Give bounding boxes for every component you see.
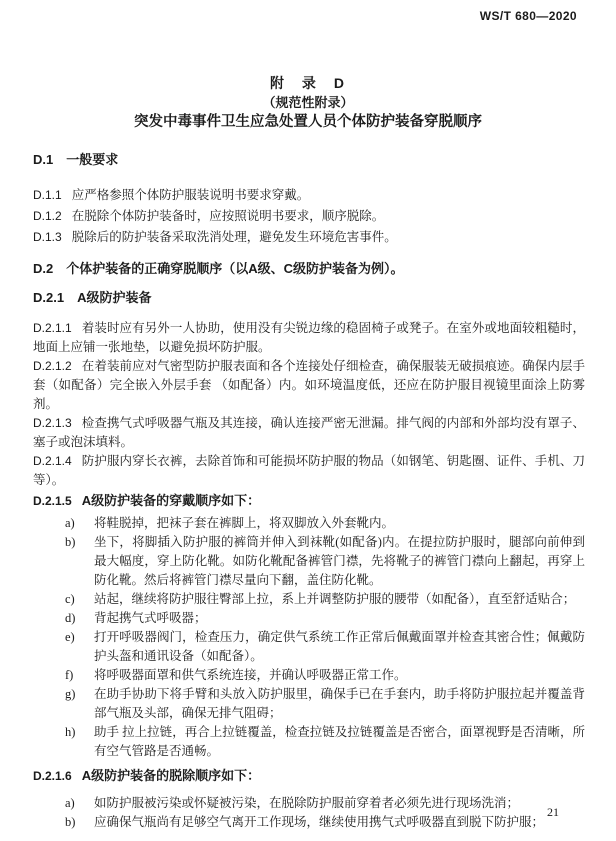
clause-text: 脱除后的防护装备采取洗消处理，避免发生环境危害事件。 — [71, 230, 397, 244]
list-marker: a) — [65, 516, 75, 530]
list-item — [65, 628, 585, 666]
clause-text: 着装时应有另外一人协助，使用没有尖锐边缘的稳固椅子或凳子。在室外或地面较粗糙时，地面上应铺一张地垫，以避免损坏防护服。 — [33, 321, 585, 354]
section-number: D.2.1 — [33, 290, 65, 305]
clause-text: 防护服内穿长衣裤，去除首饰和可能损坏防护服的物品（如钢笔、钥匙圈、证件、手机、刀等）。 — [33, 454, 585, 487]
paragraph — [33, 227, 585, 248]
list-marker: c) — [65, 592, 75, 606]
document-content — [33, 150, 585, 832]
section-title: 一般要求 — [66, 152, 119, 167]
clause-number: D.1.3 — [33, 230, 62, 244]
list-text: 站起，继续将防护服往臀部上拉，系上并调整防护服的腰带（如配备），直至舒适贴合； — [94, 592, 576, 606]
list-text: 将呼吸器面罩和供气系统连接，并确认呼吸器正常工作。 — [94, 668, 407, 682]
section-heading-d216 — [33, 766, 585, 786]
paragraph — [33, 206, 585, 227]
clause-number: D.2.1.6 — [33, 769, 72, 783]
section-d21-body — [33, 319, 585, 490]
section-title: 个体护装备的正确穿脱顺序（以A级、C级防护装备为例）。 — [66, 261, 404, 276]
clause-number: D.2.1.4 — [33, 454, 72, 468]
appendix-label: 附 录 D — [269, 75, 347, 91]
clause-text: 检查携气式呼吸器气瓶及其连接，确认连接严密无泄漏。排气阀的内部和外部均没有罩子、塞子或泡沫填料。 — [33, 416, 585, 449]
list-item — [65, 813, 585, 832]
list-text: 在助手协助下将手臂和头放入防护服里，确保手已在手套内，助手将防护服拉起并覆盖背部气瓶及头部，确保无排气阻碍； — [94, 687, 585, 720]
list-item — [65, 590, 585, 609]
clause-number: D.2.1.5 — [33, 494, 72, 508]
clause-number: D.2.1.1 — [33, 321, 72, 335]
section-number: D.2 — [33, 261, 54, 276]
paragraph — [33, 357, 585, 414]
list-item — [65, 723, 585, 761]
list-item — [65, 794, 585, 813]
list-marker: b) — [65, 815, 76, 829]
appendix-type-label: （规范性附录） — [262, 95, 354, 110]
list-text: 坐下，将脚插入防护服的裤筒并伸入到袜靴(如配备)内。在提拉防护服时，腿部向前伸到最大幅度，穿上防化靴。如防化靴配备裤管门襟，先将靴子的裤管门襟向上翻起，再穿上防化靴。然后将裤管门襟尽量向下翻，盖住防化靴。 — [94, 535, 585, 587]
section-title: A级防护装备的穿戴顺序如下： — [81, 493, 261, 508]
section-number: D.1 — [33, 152, 54, 167]
list-marker: a) — [65, 796, 75, 810]
list-item — [65, 666, 585, 685]
list-marker: b) — [65, 535, 76, 549]
paragraph — [33, 452, 585, 490]
list-marker: g) — [65, 687, 76, 701]
list-item — [65, 514, 585, 533]
list-marker: h) — [65, 725, 76, 739]
list-marker: e) — [65, 630, 75, 644]
list-text: 将鞋脱掉，把袜子套在裤脚上，将双脚放入外套靴内。 — [94, 516, 395, 530]
clause-text: 应严格参照个体防护服装说明书要求穿戴。 — [71, 188, 310, 202]
list-item — [65, 533, 585, 590]
paragraph — [33, 185, 585, 206]
section-heading-d215 — [33, 491, 585, 511]
section-title: A级防护装备的脱除顺序如下： — [81, 768, 261, 783]
clause-text: 在着装前应对气密型防护服表面和各个连接处仔细检查，确保服装无破损痕迹。确保内层手套（如配备）完全嵌入外层手套 （如配备）内。如环境温度低，还应在防护服目视镜里面涂上防雾剂。 — [33, 359, 585, 411]
donning-order-list — [65, 514, 585, 761]
clause-number: D.2.1.3 — [33, 416, 72, 430]
section-heading-d21 — [33, 288, 585, 308]
section-heading-d2 — [33, 259, 585, 279]
paragraph — [33, 414, 585, 452]
section-d1-body — [33, 185, 585, 248]
list-marker: f) — [65, 668, 74, 682]
paragraph — [33, 319, 585, 357]
section-heading-d1 — [33, 150, 585, 170]
list-item — [65, 685, 585, 723]
clause-number: D.2.1.2 — [33, 359, 72, 373]
page-number: 21 — [547, 805, 559, 819]
appendix-main-title: 突发中毒事件卫生应急处置人员个体防护装备穿脱顺序 — [134, 114, 482, 130]
list-text: 如防护服被污染或怀疑被污染，在脱除防护服前穿着者必须先进行现场洗消； — [94, 796, 520, 810]
doc-code: WS/T 680—2020 — [479, 9, 577, 23]
doffing-order-list — [65, 794, 585, 832]
list-marker: d) — [65, 611, 76, 625]
section-title: A级防护装备 — [77, 290, 152, 305]
list-text: 应确保气瓶尚有足够空气离开工作现场，继续使用携气式呼吸器直到脱下防护服； — [94, 815, 545, 829]
clause-number: D.1.1 — [33, 188, 62, 202]
list-item — [65, 609, 585, 628]
list-text: 背起携气式呼吸器； — [94, 611, 207, 625]
list-text: 助手 拉上拉链，再合上拉链覆盖，检查拉链及拉链覆盖是否密合，面罩视野是否清晰，所有空气管路是否通畅。 — [94, 725, 585, 758]
clause-number: D.1.2 — [33, 209, 62, 223]
clause-text: 在脱除个体防护装备时，应按照说明书要求，顺序脱除。 — [71, 209, 385, 223]
list-text: 打开呼吸器阀门，检查压力，确定供气系统工作正常后佩戴面罩并检查其密合性；佩戴防护头盔和通讯设备（如配备）。 — [94, 630, 585, 663]
